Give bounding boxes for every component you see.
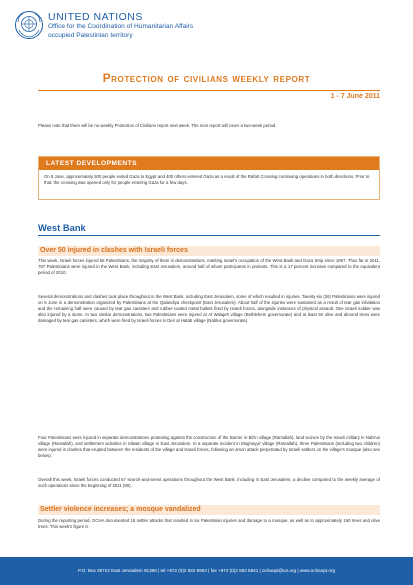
date-bar: [38, 90, 380, 102]
section-heading-west-bank: West Bank: [38, 222, 380, 236]
paragraph: Four Palestinians were injured in separate demonstrations protesting against the construction of the Barrier in Bil'in village (Ramallah), land seizure by the Israeli military in Nabi'us village (Ramallah), and settlement activities in Silwan village in East Jerusalem. In a separate incident in Mughayyir village (Ramallah), three Palestinians (including two children) were injured in clashes that erupted between the residents of the village and Israeli forces, following an arson attack perpetrated by Israeli settlers on the village's mosque (also see below).: [38, 435, 380, 459]
org-subtitle: Office for the Coordination of Humanitarian Affairs: [48, 23, 194, 30]
subheading-settler-violence: Settler violence increases; a mosque vandalized: [38, 505, 380, 515]
paragraph: Overall this week, Israeli forces conducted 67 search-and-arrest operations throughout the West Bank, including in East Jerusalem, a decline compared to the weekly average of such operations since the beginning of 2011 (90).: [38, 477, 380, 489]
header: [14, 10, 404, 50]
paragraph: During the reporting period, OCHA documented 15 settler attacks that resulted in six Palestinian injuries and damage to a mosque, as well as to approximately 160 trees and olive trees. This week's figure is: [38, 518, 380, 530]
footer-contact-bar: P.O. Box 38712 East Jerusalem 91386 | tel +972 (0)2 582 9962 | fax +972 (0)2 582 5841 | ochaopt@un.org | www.ochaopt.org: [0, 557, 413, 585]
intro-note: Please note that there will be no weekly Protection of Civilians report next week. The next report will cover a two-week period.: [38, 123, 277, 128]
subheading-injuries: Over 50 injured in clashes with Israeli forces: [38, 246, 380, 256]
report-date: 1 - 7 June 2011: [330, 93, 380, 100]
latest-developments-text: On 8 June, approximately 500 people exited Gaza to Egypt and 400 others entered Gaza as a result of the Rafah Crossing continuing operations in both directions. Prior to that, the crossing was opened only for people entering Gaza for a few days.: [44, 174, 370, 185]
org-block: [48, 11, 398, 40]
un-emblem-icon: [14, 10, 44, 40]
paragraph: Several demonstrations and clashes took place throughout in the West Bank, including East Jerusalem, some of which resulted in injuries. Twenty-six (26) Palestinians were injured on 5 June in a demonstration organized by Palestinians at the Qalandiya checkpoint (East Jerusalem). About half of the injuries were sustained as a result of tear gas inhalation and the remaining half were caused by tear gas canisters and rubber-coated metal bullets fired by Israeli forces, alongside instances of physical assault. One Israeli soldier was also injured by a stone. In two similar demonstrations, two Palestinians were injured at Al Walajeh village (Bethlehem governorate) and at least 50 olive and almond trees were damaged by tear gas canisters, which were fired by Israeli forces in Deir al Hatab village (Nablus governorate).: [38, 294, 380, 324]
report-title: Protection of civilians weekly report: [102, 72, 311, 85]
latest-developments-box: [38, 156, 380, 200]
latest-developments-title: LATEST DEVELOPMENTS: [39, 157, 379, 170]
org-name: UNITED NATIONS: [48, 11, 143, 23]
paragraph: This week, Israeli forces injured 55 Palestinians, the majority of them in demonstrations, marking Israel's occupation of the West Bank and Gaza Strip since 1967. Thus far in 2011, 787 Palestinians were injured in the West Bank, including East Jerusalem, around half of whom participants in protests. This is a 17 percent increase compared to the equivalent period of 2010.: [38, 258, 380, 276]
org-subtitle-2: occupied Palestinian territory: [48, 31, 133, 39]
